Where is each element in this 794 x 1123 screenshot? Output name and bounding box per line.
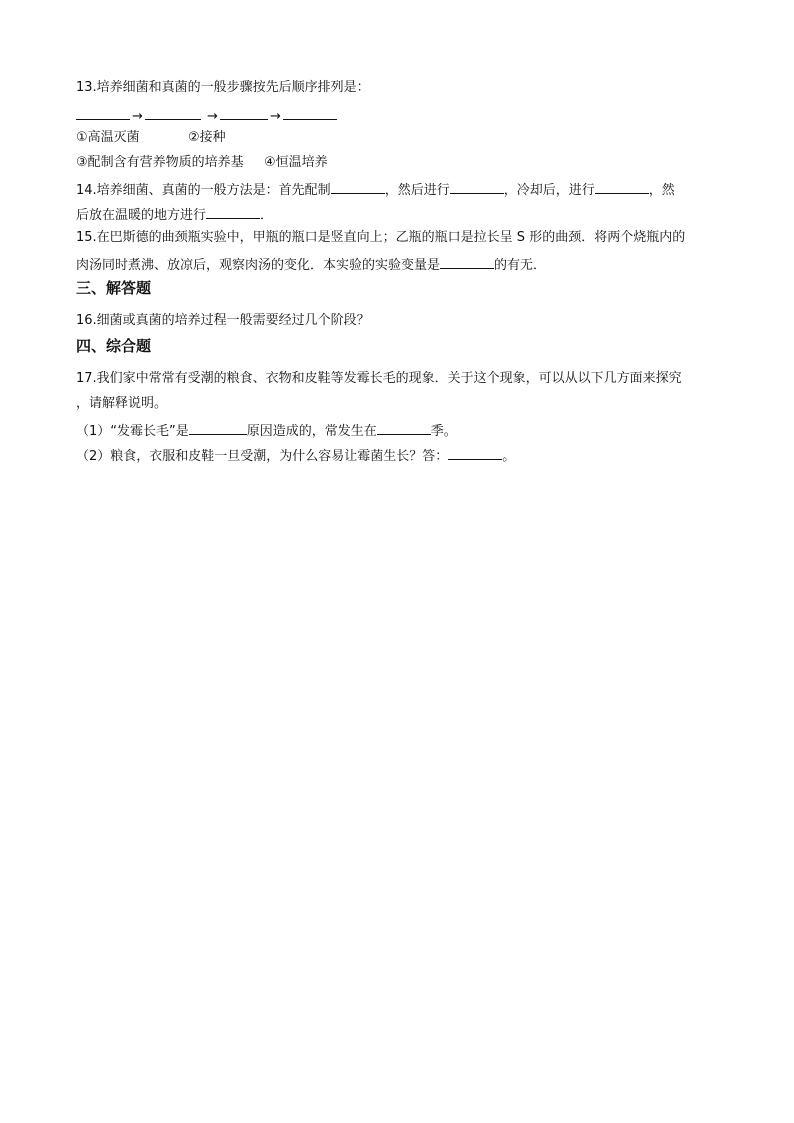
q17-line1: 17.我们家中常常有受潮的粮食、衣物和皮鞋等发霉长毛的现象．关于这个现象，可以从以下几方面来探究: [76, 371, 682, 386]
q17-line2: ，请解释说明。: [76, 396, 168, 411]
q17-text: 原因造成的，常发生在: [246, 424, 377, 439]
q17-text: （2）粮食，衣服和皮鞋一旦受潮，为什么容易让霉菌生长？答：: [76, 449, 449, 464]
q14-text: ，冷却后，进行: [503, 183, 595, 198]
option-4: ④恒温培养: [263, 155, 328, 170]
q14-text: ，然: [648, 183, 675, 198]
answer-blank[interactable]: [331, 179, 385, 194]
option-2: ②接种: [187, 130, 226, 145]
q17-sub1: [76, 420, 457, 441]
section-heading-4: 四、综合题: [76, 337, 152, 355]
answer-blank[interactable]: [189, 420, 247, 435]
q16-stem: 16.细菌或真菌的培养过程一般需要经过几个阶段？: [76, 313, 370, 328]
q13-stem: 13.培养细菌和真菌的一般步骤按先后顺序排列是：: [76, 80, 370, 95]
section-heading-3: 三、解答题: [76, 279, 152, 297]
answer-blank[interactable]: [377, 420, 431, 435]
answer-blank[interactable]: [206, 204, 260, 219]
answer-blank[interactable]: [76, 105, 130, 120]
q14-text: ，然后进行: [384, 183, 450, 198]
option-3: ③配制含有营养物质的培养基: [76, 155, 244, 170]
answer-blank[interactable]: [448, 445, 502, 460]
answer-blank[interactable]: [283, 105, 337, 120]
q17-text: 。: [502, 449, 516, 464]
option-1: ①高温灭菌: [76, 130, 140, 145]
q15-line2: [76, 254, 546, 275]
q13-options-row1: [76, 129, 226, 147]
q14-text: 后放在温暖的地方进行: [76, 208, 207, 223]
q15-line1: 15.在巴斯德的曲颈瓶实验中，甲瓶的瓶口是竖直向上；乙瓶的瓶口是拉长呈 S 形的曲颈．将两个烧瓶内的: [76, 230, 686, 245]
q14-line1: [76, 179, 675, 200]
q14-text: 14.培养细菌、真菌的一般方法是：首先配制: [76, 183, 331, 198]
q13-sequence: [76, 105, 337, 126]
answer-blank[interactable]: [220, 105, 268, 120]
q17-text: 季。: [430, 424, 457, 439]
answer-blank[interactable]: [450, 179, 504, 194]
arrow: →: [207, 109, 218, 124]
q15-text: 的有无．: [494, 258, 547, 273]
q14-line2: [76, 204, 273, 225]
q17-text: （1）“发霉长毛”是: [76, 424, 189, 439]
q13-options-row2: [76, 154, 328, 172]
q17-sub2: [76, 445, 515, 466]
arrow: →: [269, 109, 281, 124]
q15-text: 肉汤同时煮沸、放凉后，观察肉汤的变化．本实验的实验变量是: [76, 258, 441, 273]
answer-blank[interactable]: [595, 179, 649, 194]
answer-blank[interactable]: [145, 105, 201, 120]
q14-text: ．: [260, 208, 274, 223]
answer-blank[interactable]: [440, 254, 494, 269]
arrow: →: [132, 109, 143, 124]
